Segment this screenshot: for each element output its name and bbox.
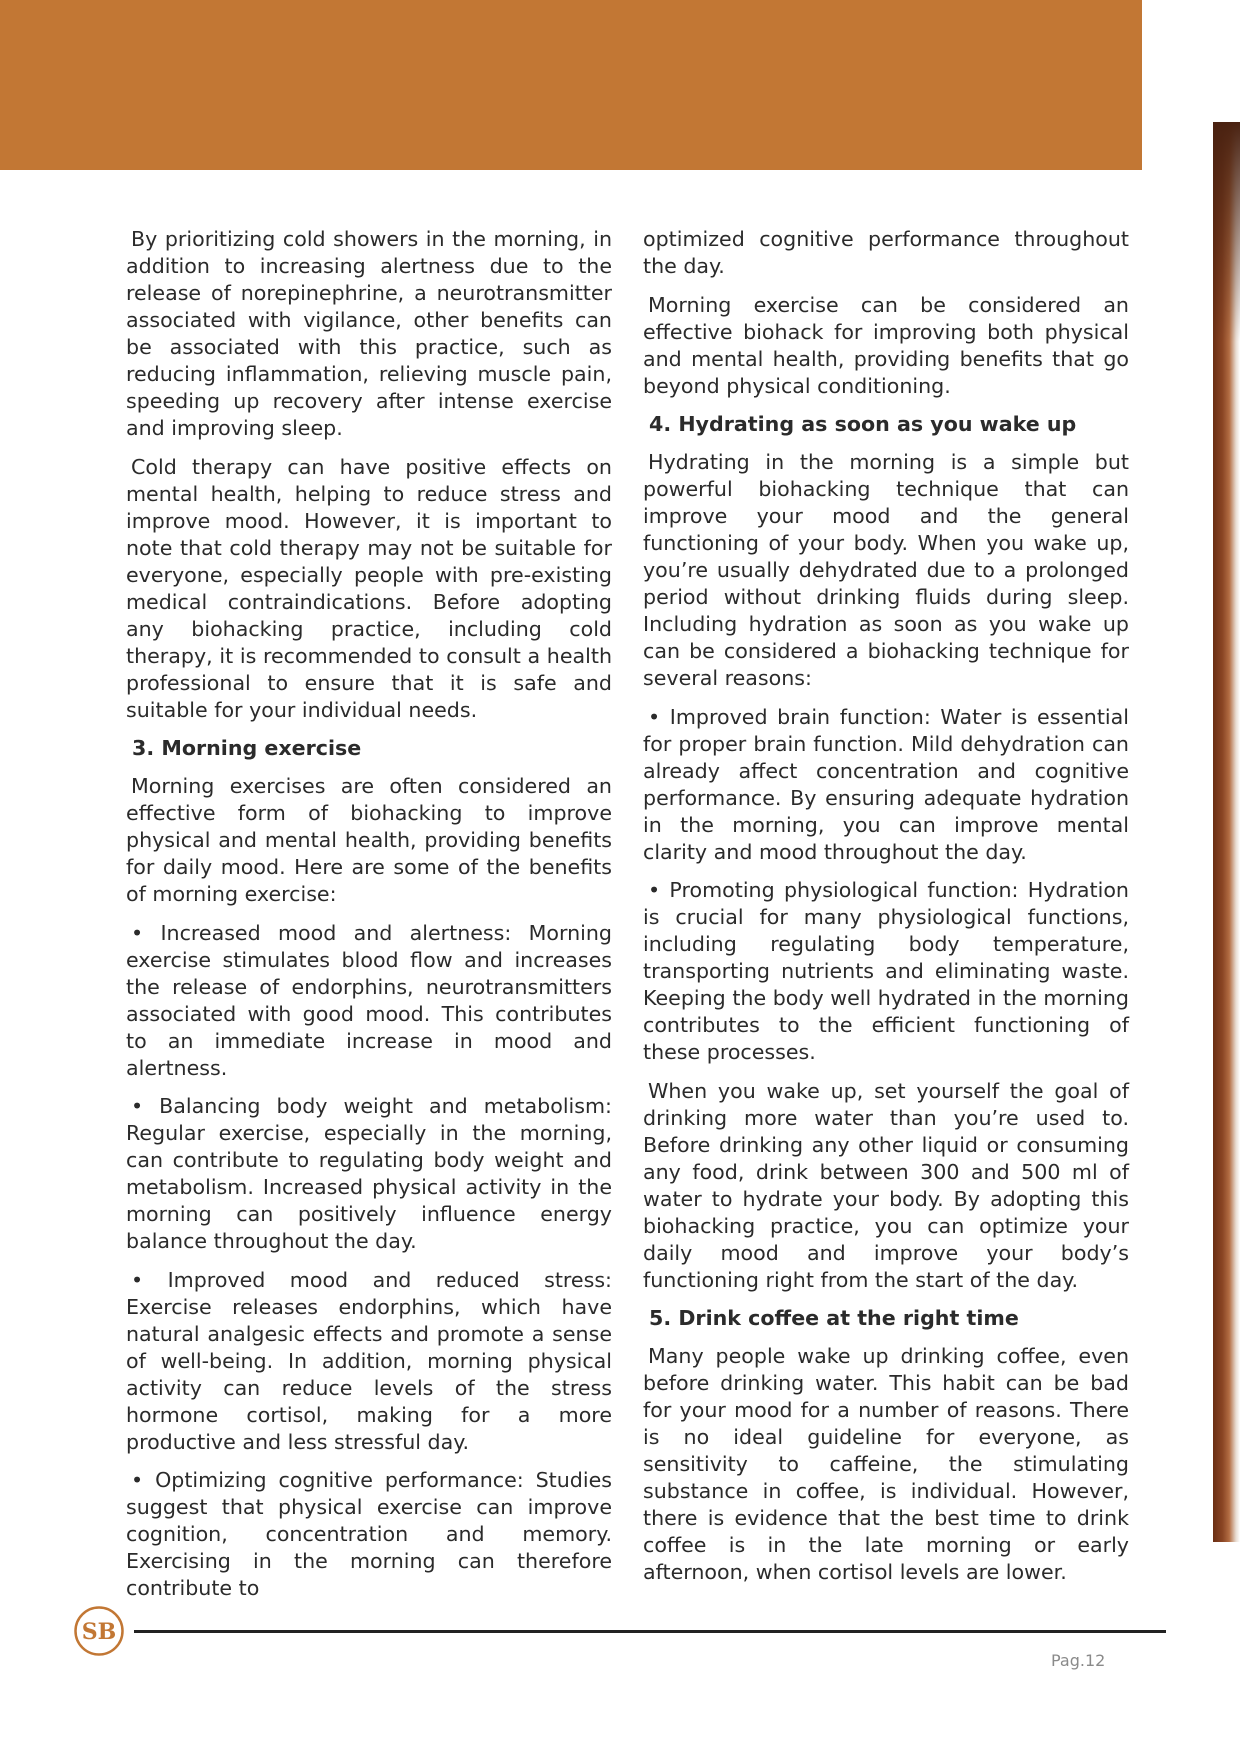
paragraph-water-goal: When you wake up, set yourself the goal of drinking more water than you’re used to. Before drinking any other liquid or consuming any food, drink between 300 and 500 ml of water to hydrate your body. By adopting this biohacking practice, you can optimize your daily mood and improve your body’s functioning right from the start of the day. xyxy=(643,1078,1129,1292)
paragraph-cold-showers: By prioritizing cold showers in the morning, in addition to increasing alertness due to the release of norepinephrine, a neurotransmitter associated with vigilance, other benefits can be associated with this practice, such as reducing inflammation, relieving muscle pain, speeding up recovery after intense exercise and improving sleep. xyxy=(126,227,612,440)
right-column xyxy=(643,226,1129,1598)
bullet-physiological-function: • Promoting physiological function: Hydration is crucial for many physiological functions, including regulating body temperature, transporting nutrients and eliminating waste. Keeping the body well hydrated in the morning contributes to the efficient functioning of these processes. xyxy=(643,878,1129,1064)
paragraph-coffee: Many people wake up drinking coffee, even before drinking water. This habit can be bad for your mood for a number of reasons. There is no ideal guideline for everyone, as sensitivity to caffeine, the stimulating substance in coffee, is individual. However, there is evidence that the best time to drink coffee is in the late morning or early afternoon, when cortisol levels are lower. xyxy=(643,1344,1129,1584)
heading-morning-exercise: 3. Morning exercise xyxy=(132,736,362,760)
bullet-body-weight: • Balancing body weight and metabolism: Regular exercise, especially in the morning, can contribute to regulating body weight and metabolism. Increased physical activity in the morning can positively influence energy balance throughout the day. xyxy=(126,1094,612,1253)
logo-text: SB xyxy=(81,1619,117,1645)
heading-coffee: 5. Drink coffee at the right time xyxy=(649,1306,1019,1330)
sb-logo-icon xyxy=(73,1605,125,1657)
page-number: Pag.12 xyxy=(1051,1651,1106,1670)
photo-edge xyxy=(1213,122,1240,1542)
paragraph-hydrating-intro: Hydrating in the morning is a simple but powerful biohacking technique that can improve your mood and the general functioning of your body. When you wake up, you’re usually dehydrated due to a prolonged period without drinking fluids during sleep. Including hydration as soon as you wake up can be considered a biohacking technique for several reasons: xyxy=(643,450,1129,690)
bullet-mood-alertness: • Increased mood and alertness: Morning exercise stimulates blood flow and increases the release of endorphins, neurotransmitters associated with good mood. This contributes to an immediate increase in mood and alertness. xyxy=(126,920,612,1080)
footer-divider xyxy=(134,1630,1166,1633)
paragraph-morning-exercise-summary: Morning exercise can be considered an effective biohack for improving both physical and mental health, providing benefits that go beyond physical conditioning. xyxy=(643,292,1129,398)
paragraph-cold-therapy: Cold therapy can have positive effects on mental health, helping to reduce stress and improve mood. However, it is important to note that cold therapy may not be suitable for everyone, especially people with pre-existing medical contraindications. Before adopting any biohacking practice, including cold therapy, it is recommended to consult a health professional to ensure that it is safe and suitable for your individual needs. xyxy=(126,454,612,722)
bullet-reduced-stress: • Improved mood and reduced stress: Exercise releases endorphins, which have natural analgesic effects and promote a sense of well-being. In addition, morning physical activity can reduce levels of the stress hormone cortisol, making for a more productive and less stressful day. xyxy=(126,1267,612,1454)
heading-hydrating: 4. Hydrating as soon as you wake up xyxy=(649,412,1077,436)
left-column xyxy=(126,226,612,1614)
bullet-brain-function: • Improved brain function: Water is essential for proper brain function. Mild dehydration can already affect concentration and cognitive performance. By ensuring adequate hydration in the morning, you can improve mental clarity and mood throughout the day. xyxy=(643,704,1129,864)
paragraph-morning-exercise-intro: Morning exercises are often considered an effective form of biohacking to improve physical and mental health, providing benefits for daily mood. Here are some of the benefits of morning exercise: xyxy=(126,774,612,906)
header-band xyxy=(0,0,1142,170)
bullet-cognitive-performance: • Optimizing cognitive performance: Studies suggest that physical exercise can improve cognition, concentration and memory. Exercising in the morning can therefore contribute to xyxy=(126,1468,612,1600)
paragraph-continuation: optimized cognitive performance throughout the day. xyxy=(643,227,1129,278)
